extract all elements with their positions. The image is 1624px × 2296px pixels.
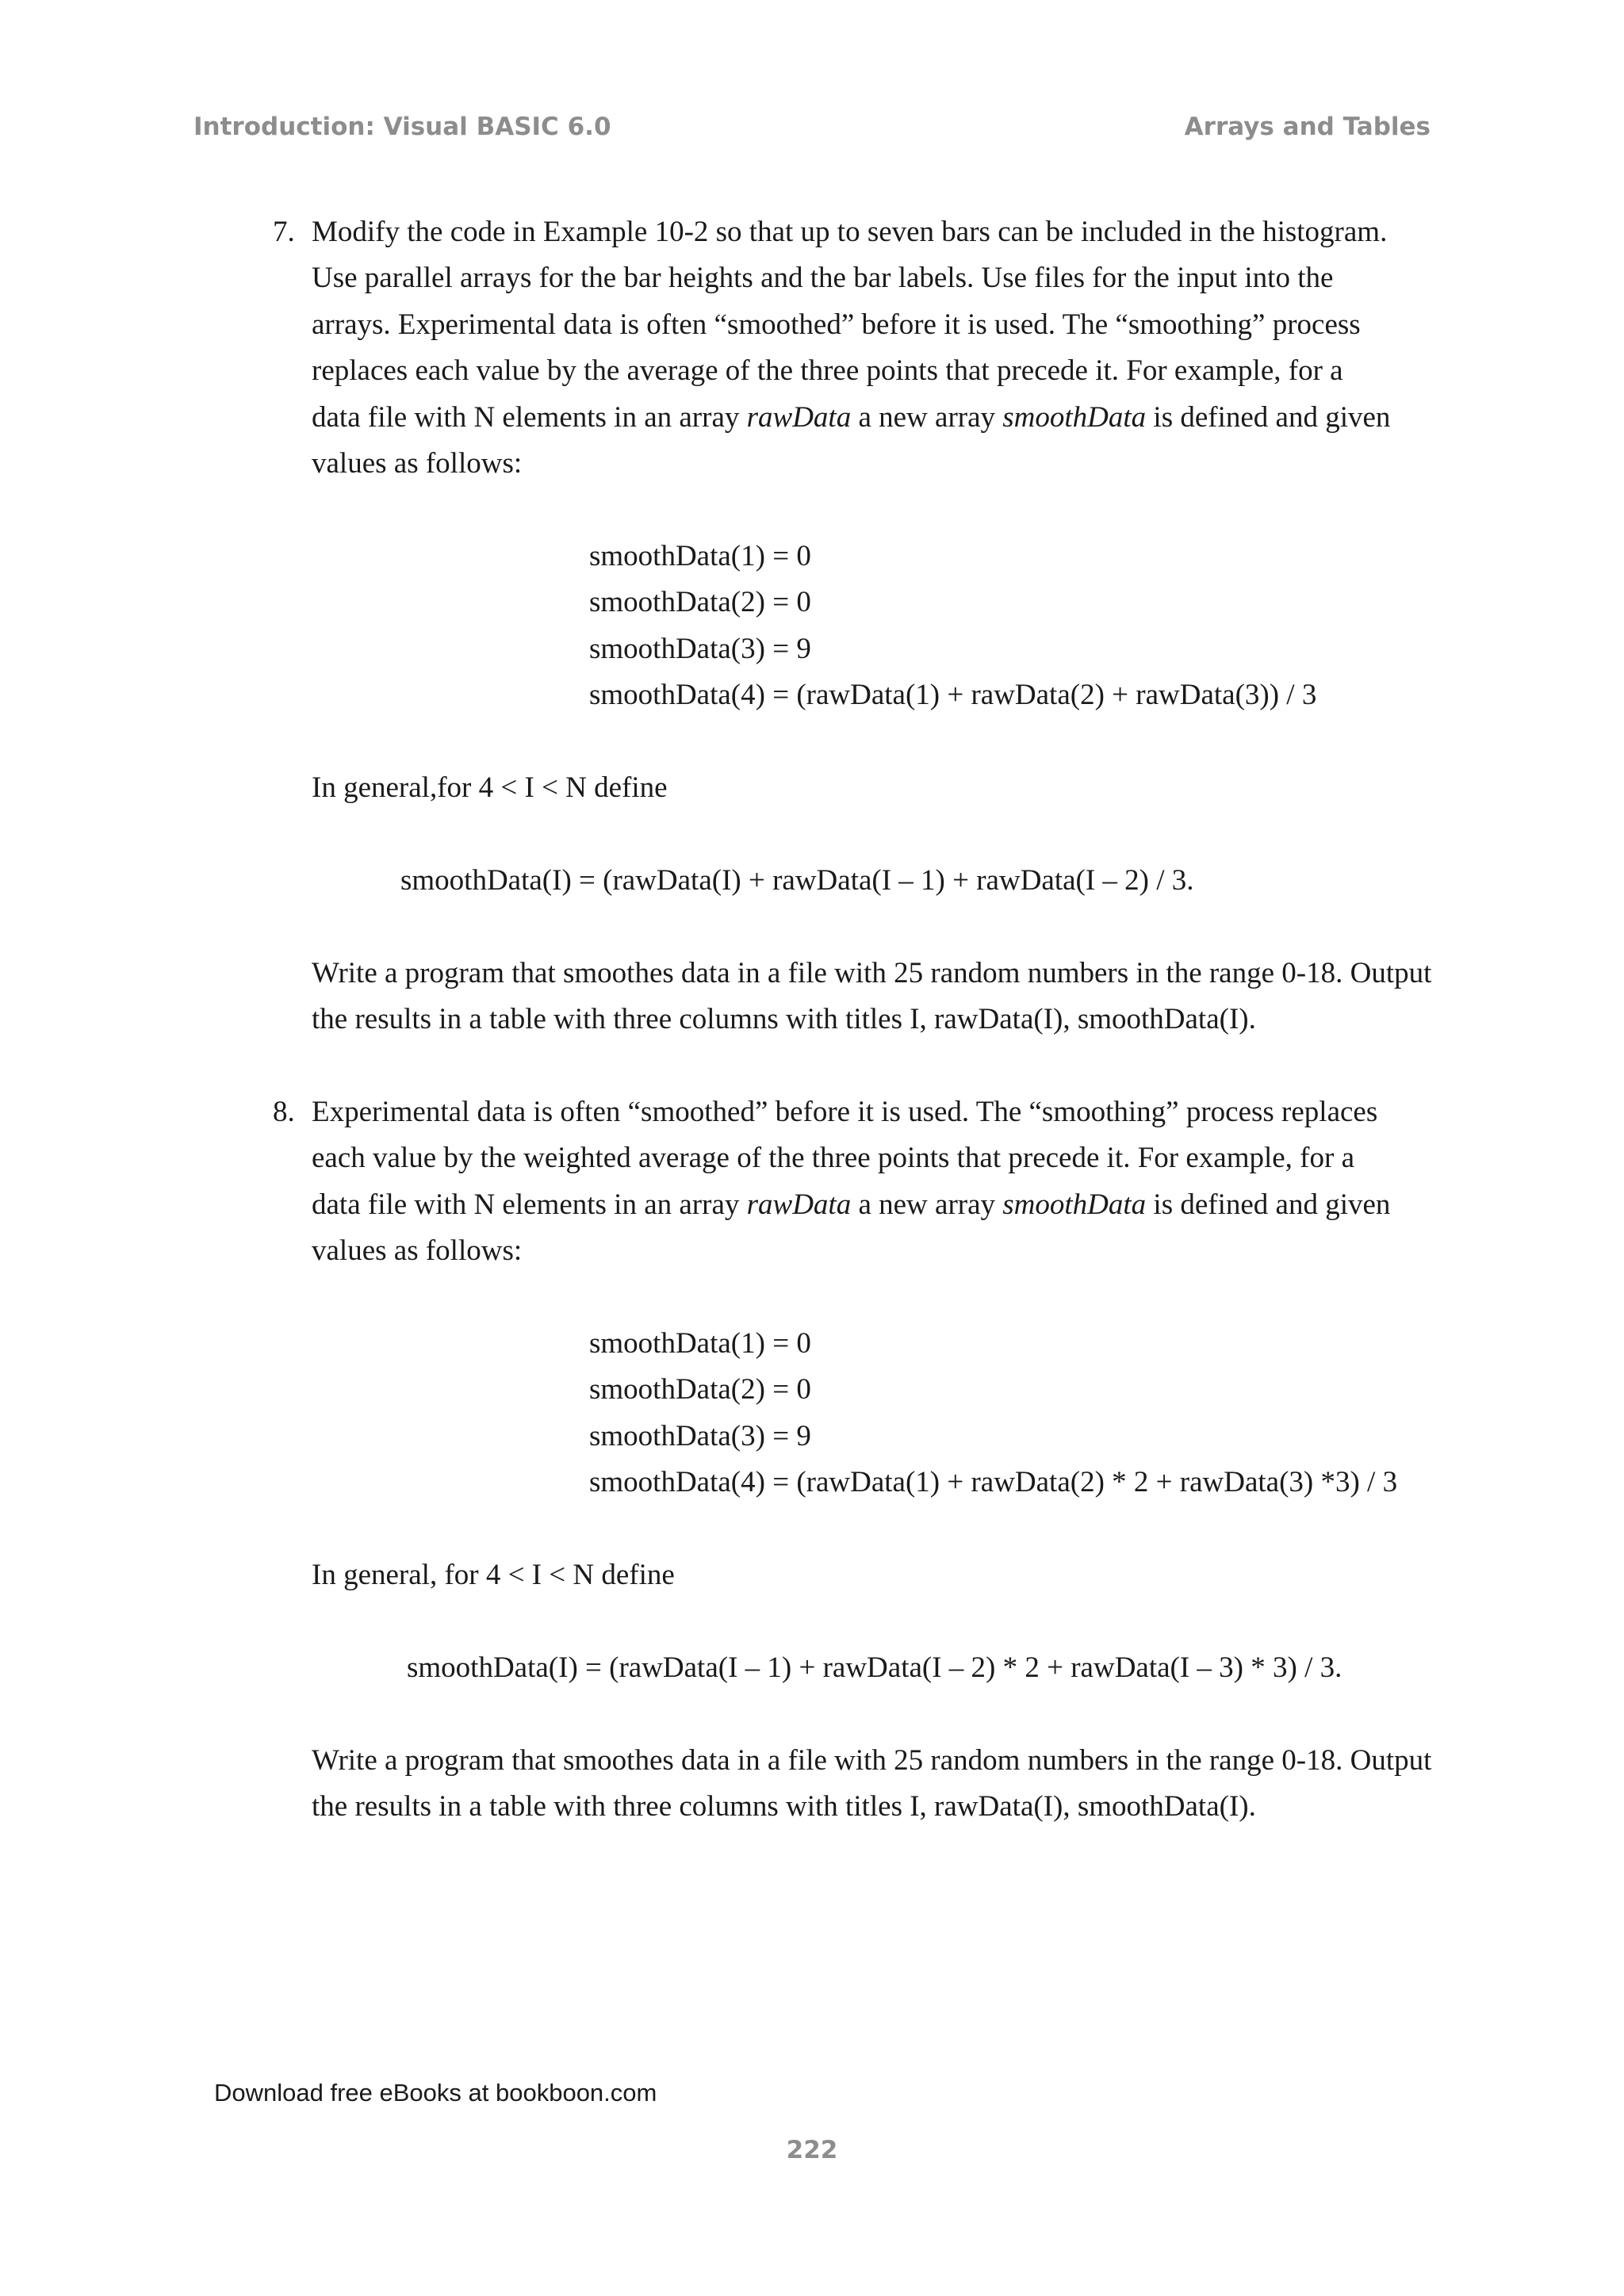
exercise-7-line: Use parallel arrays for the bar heights and the bar labels. Use files for the input into the: [312, 262, 1334, 294]
exercise-8-line: Experimental data is often “smoothed” before it is used. The “smoothing” process replaces: [312, 1096, 1378, 1128]
page-number: 222: [786, 2136, 838, 2164]
exercise-7-equation: smoothData(2) = 0: [589, 586, 811, 618]
exercise-7-closing: Write a program that smoothes data in a file with 25 random numbers in the range 0-18. Output: [312, 957, 1432, 989]
exercise-8-line: each value by the weighted average of the three points that precede it. For example, for a: [312, 1142, 1354, 1174]
exercise-7-line: data file with N elements in an array rawData a new array smoothData is defined and given: [312, 401, 1391, 434]
exercise-8-line: values as follows:: [312, 1234, 523, 1267]
exercise-8-formula: smoothData(I) = (rawData(I – 1) + rawData(I – 2) * 2 + rawData(I – 3) * 3) / 3.: [407, 1651, 1342, 1684]
exercise-7-line: values as follows:: [312, 447, 523, 480]
exercise-7-formula: smoothData(I) = (rawData(I) + rawData(I – 1) + rawData(I – 2) / 3.: [400, 864, 1194, 897]
exercise-8-closing: the results in a table with three columns with titles I, rawData(I), smoothData(I).: [312, 1790, 1256, 1823]
exercise-7-line: arrays. Experimental data is often “smoothed” before it is used. The “smoothing” process: [312, 308, 1361, 341]
exercise-7-number: 7.: [273, 216, 295, 248]
smoothdata-term: smoothData: [1002, 1188, 1147, 1221]
rawdata-term: rawData: [746, 401, 852, 434]
smoothdata-term: smoothData: [1002, 401, 1147, 434]
exercise-8-equation: smoothData(1) = 0: [589, 1327, 811, 1360]
exercise-8-general: In general, for 4 < I < N define: [312, 1559, 675, 1591]
exercise-7-general: In general,for 4 < I < N define: [312, 771, 668, 804]
download-ebooks-link[interactable]: Download free eBooks at bookboon.com: [214, 2079, 657, 2107]
exercise-8-equation: smoothData(2) = 0: [589, 1373, 811, 1406]
exercise-8-line: data file with N elements in an array rawData a new array smoothData is defined and given: [312, 1188, 1391, 1221]
running-header: [193, 113, 1431, 149]
exercise-7-equation: smoothData(3) = 9: [589, 633, 811, 665]
exercise-7-line: replaces each value by the average of the three points that precede it. For example, for a: [312, 354, 1343, 387]
exercise-7-equation: smoothData(1) = 0: [589, 540, 811, 572]
rawdata-term: rawData: [746, 1188, 852, 1221]
exercise-7-closing: the results in a table with three columns with titles I, rawData(I), smoothData(I).: [312, 1003, 1256, 1035]
header-chapter-title: Arrays and Tables: [1184, 113, 1431, 141]
exercise-8-closing: Write a program that smoothes data in a file with 25 random numbers in the range 0-18. Output: [312, 1744, 1432, 1777]
exercise-7-line: Modify the code in Example 10-2 so that up to seven bars can be included in the histogram.: [312, 216, 1388, 248]
exercise-8-equation: smoothData(3) = 9: [589, 1420, 811, 1452]
exercise-8-number: 8.: [273, 1096, 295, 1128]
header-book-title: Introduction: Visual BASIC 6.0: [193, 113, 611, 141]
exercise-8-equation: smoothData(4) = (rawData(1) + rawData(2) * 2 + rawData(3) *3) / 3: [589, 1466, 1398, 1498]
exercise-7-equation: smoothData(4) = (rawData(1) + rawData(2) + rawData(3)) / 3: [589, 679, 1317, 711]
